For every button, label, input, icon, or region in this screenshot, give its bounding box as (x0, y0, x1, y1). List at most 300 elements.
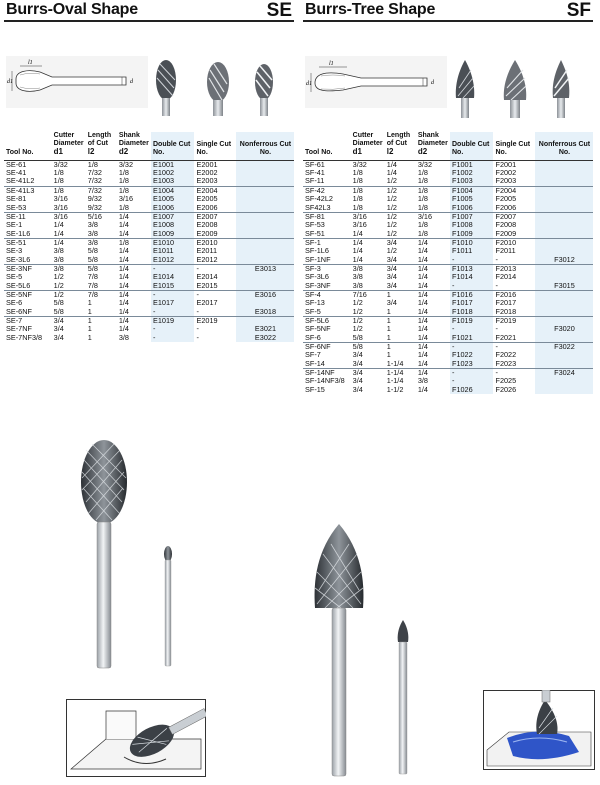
shank-diameter-cell: 1/4 (416, 238, 450, 247)
oval-burr-illustration (64, 440, 214, 670)
tool-no-cell: SE-51 (4, 238, 52, 247)
tool-no-cell: SF-4 (303, 290, 351, 299)
tool-no-cell: SF-7 (305, 350, 321, 360)
tree-shape-section (303, 0, 593, 785)
single-cut-cell: F2009 (495, 228, 517, 238)
double-cut-cell: F1021 (450, 334, 494, 343)
cutter-diameter-cell: 3/16 (52, 212, 86, 221)
nonferrous-cut-cell (535, 204, 593, 213)
cutter-diameter-cell: 3/4 (53, 324, 64, 334)
shank-diameter-cell: 1/4 (417, 358, 428, 368)
cutter-diameter-cell: 1/8 (352, 168, 363, 178)
tool-no-cell: SE-81 (6, 194, 27, 204)
cutter-diameter-cell: 1/4 (352, 246, 363, 256)
table-row (4, 290, 294, 299)
tool-no-cell: SE-3NF (4, 264, 52, 273)
table-row (303, 273, 593, 282)
shank-diameter-cell: 1/4 (118, 324, 129, 334)
table-row (4, 334, 294, 343)
table-row (4, 256, 294, 265)
single-cut-cell: - (196, 332, 199, 342)
shank-diameter-cell: 1/4 (118, 272, 129, 282)
table-row (303, 377, 593, 386)
nonferrous-cut-cell (236, 247, 294, 256)
double-cut-cell: - (151, 264, 195, 273)
shank-diameter-cell: 1/4 (417, 385, 428, 395)
length-of-cut-cell: 9/32 (87, 194, 102, 204)
col-label: Length of Cut (87, 132, 112, 148)
tool-no-cell: SF-53 (305, 220, 325, 230)
length-of-cut-cell: 3/4 (386, 272, 397, 282)
double-cut-cell: F1014 (450, 273, 494, 282)
length-of-cut-cell: 1-1/4 (385, 368, 416, 377)
table-row (4, 308, 294, 317)
double-cut-cell: E1012 (151, 256, 195, 265)
table-row (303, 247, 593, 256)
length-of-cut-cell: 3/8 (87, 220, 98, 230)
double-cut-cell: F1004 (450, 186, 494, 195)
table-row (303, 368, 593, 377)
double-cut-cell: F1003 (450, 177, 494, 186)
double-cut-cell: F1006 (450, 204, 494, 213)
cutter-diameter-cell: 3/4 (352, 350, 363, 360)
length-of-cut-cell: 3/4 (385, 238, 416, 247)
table-row (303, 360, 593, 369)
single-cut-cell: - (495, 254, 498, 264)
col-shank-diameter (416, 132, 450, 160)
tool-no-cell: SE-41L3 (4, 186, 52, 195)
dim-d1: d1 (306, 81, 312, 87)
single-cut-cell: E2015 (196, 280, 218, 290)
length-of-cut-cell: 1/4 (386, 159, 397, 169)
shank-diameter-cell: 1/8 (118, 176, 129, 186)
table-row (303, 342, 593, 351)
length-of-cut-cell: 1 (386, 350, 391, 360)
table-row (4, 186, 294, 195)
table-row (4, 238, 294, 247)
double-cut-cell: E1005 (151, 195, 195, 204)
single-cut-cell: E2008 (196, 220, 218, 230)
table-row (303, 264, 593, 273)
length-of-cut-cell: 7/8 (86, 290, 117, 299)
double-cut-cell: F1001 (450, 160, 494, 169)
length-of-cut-cell: 1 (385, 290, 416, 299)
double-cut-cell: - (151, 325, 195, 334)
dim-l1: l1 (329, 61, 334, 67)
oval-usage-inset (66, 699, 206, 777)
length-of-cut-cell: 3/4 (385, 264, 416, 273)
single-cut-cell: F2004 (493, 186, 534, 195)
shank-diameter-cell: 1/8 (417, 168, 428, 178)
small-tree-burr-illustration (391, 618, 415, 778)
cutter-diameter-cell: 3/32 (53, 159, 68, 169)
single-cut-cell: - (196, 306, 199, 316)
single-cut-cell: F2017 (495, 298, 517, 308)
single-cut-cell: E2019 (194, 316, 235, 325)
double-cut-cell: E1006 (151, 204, 195, 213)
cutter-diameter-cell: 3/16 (351, 212, 385, 221)
single-cut-cell: F2019 (493, 316, 534, 325)
tool-no-cell: SF-6 (305, 332, 321, 342)
table-row (4, 221, 294, 230)
tool-no-cell: SF-5L6 (303, 316, 351, 325)
table-row (303, 386, 593, 395)
double-cut-cell: F1008 (450, 221, 494, 230)
tool-no-cell: SF-3L6 (305, 272, 329, 282)
shank-diameter-cell: 1/8 (417, 202, 428, 212)
cutter-diameter-cell: 1/2 (53, 272, 64, 282)
cutter-diameter-cell: 3/8 (352, 280, 363, 290)
tool-no-cell: SF-5 (305, 306, 321, 316)
table-header (303, 132, 593, 160)
tool-no-cell: SE-5 (6, 272, 23, 282)
tool-no-cell: SF-6NF (303, 342, 351, 351)
tool-no-cell: SE-6 (6, 298, 23, 308)
tool-no-cell: SE-5L6 (6, 280, 31, 290)
single-cut-cell: F2007 (493, 212, 534, 221)
shank-diameter-cell: 1/8 (118, 168, 129, 178)
double-cut-cell: E1008 (151, 221, 195, 230)
shank-diameter-cell: 1/8 (118, 202, 129, 212)
nonferrous-cut-cell (236, 195, 294, 204)
cutter-diameter-cell: 3/8 (53, 254, 64, 264)
nonferrous-cut-cell (236, 238, 294, 247)
nonferrous-cut-cell (535, 160, 593, 169)
col-shank-diameter (117, 132, 151, 160)
nonferrous-cut-cell (535, 299, 593, 308)
length-of-cut-cell: 1/8 (87, 159, 98, 169)
single-cut-cell: - (196, 324, 199, 334)
col-label: Shank Diameter (417, 132, 448, 148)
section-header (4, 0, 294, 22)
length-of-cut-cell: 3/4 (386, 280, 397, 290)
cutter-diameter-cell: 3/32 (352, 159, 367, 169)
tool-no-cell: SF-14NF (303, 368, 351, 377)
double-cut-cell: F1022 (450, 351, 494, 360)
double-cut-cell: - (151, 308, 195, 317)
single-cut-cell: - (493, 368, 534, 377)
single-cut-cell: F2011 (495, 246, 516, 256)
dim-d: d (130, 79, 133, 85)
table-row (4, 325, 294, 334)
single-cut-cell: F2013 (493, 264, 534, 273)
col-label: Length of Cut (386, 132, 411, 148)
cutter-diameter-cell: 3/8 (52, 264, 86, 273)
cutter-diameter-cell: 1/2 (352, 324, 363, 334)
table-row (303, 238, 593, 247)
tool-no-cell: SF-51 (305, 228, 325, 238)
double-cut-cell: - (450, 342, 494, 351)
single-cut-cell: F2021 (495, 332, 517, 342)
cutter-diameter-cell: 1/8 (52, 186, 86, 195)
shank-diameter-cell: 1/4 (417, 298, 428, 308)
single-cut-cell: - (495, 324, 498, 334)
tree-burr-photos (453, 58, 593, 120)
length-of-cut-cell: 1/2 (386, 202, 397, 212)
cutter-diameter-cell: 1/4 (352, 228, 363, 238)
tool-no-cell: SF-42L2 (305, 194, 333, 204)
shank-diameter-cell: 1/8 (117, 186, 151, 195)
section-title: Burrs-Oval Shape (6, 1, 138, 18)
shank-diameter-cell: 3/32 (417, 159, 433, 169)
nonferrous-cut-cell (535, 177, 593, 186)
single-cut-cell: E2001 (196, 159, 218, 169)
double-cut-cell: E1004 (151, 186, 195, 195)
table-row (4, 195, 294, 204)
col-label: Cutter Diameter (352, 132, 383, 148)
nonferrous-cut-cell (236, 177, 294, 186)
oval-spec-table (4, 132, 294, 342)
single-cut-cell: F2002 (495, 168, 517, 178)
double-cut-cell: F1007 (450, 212, 494, 221)
double-cut-cell: - (151, 334, 195, 343)
double-cut-cell: - (450, 377, 494, 386)
single-cut-cell: - (194, 264, 235, 273)
length-of-cut-cell: 1/2 (386, 220, 397, 230)
shank-diameter-cell: 1/4 (118, 280, 129, 290)
cutter-diameter-cell: 3/16 (352, 220, 367, 230)
shank-diameter-cell: 1/4 (416, 290, 450, 299)
double-cut-cell: F1026 (450, 386, 494, 395)
nonferrous-cut-cell (535, 264, 593, 273)
oval-burr-photos (154, 58, 294, 118)
length-of-cut-cell: 1/2 (386, 176, 397, 186)
single-cut-cell: F2023 (495, 358, 517, 368)
cutter-diameter-cell: 3/4 (352, 385, 363, 395)
single-cut-cell: F2014 (495, 272, 517, 282)
table-row (303, 186, 593, 195)
length-of-cut-cell: 1 (386, 332, 391, 342)
nonferrous-cut-cell (236, 273, 294, 282)
tool-no-cell: SE-61 (6, 159, 27, 169)
shank-diameter-cell: 1/8 (417, 228, 428, 238)
tool-no-cell: SF-3 (303, 264, 351, 273)
cutter-diameter-cell: 1/8 (352, 176, 363, 186)
length-of-cut-cell: 3/4 (386, 298, 397, 308)
length-of-cut-cell: 1/2 (385, 186, 416, 195)
nonferrous-cut-cell: E3022 (236, 334, 294, 343)
nonferrous-cut-cell (236, 204, 294, 213)
cutter-diameter-cell: 3/4 (351, 368, 385, 377)
tool-no-cell: SE-7NF (6, 324, 32, 334)
table-row (303, 204, 593, 213)
nonferrous-cut-cell (535, 351, 593, 360)
cutter-diameter-cell: 5/8 (351, 342, 385, 351)
double-cut-cell: F1018 (450, 308, 494, 317)
shank-diameter-cell: 1/4 (417, 324, 428, 334)
col-length-of-cut (385, 132, 416, 160)
length-of-cut-cell: 5/8 (86, 264, 117, 273)
nonferrous-cut-cell (535, 377, 593, 386)
cutter-diameter-cell: 1/8 (352, 194, 363, 204)
table-row (4, 299, 294, 308)
tree-dimension-diagram (305, 56, 447, 108)
col-sub: l2 (87, 147, 95, 157)
nonferrous-cut-cell (236, 221, 294, 230)
tool-no-cell: SE-1L6 (6, 228, 31, 238)
nonferrous-cut-cell (535, 186, 593, 195)
single-cut-cell: F2010 (493, 238, 534, 247)
length-of-cut-cell: 7/32 (86, 186, 117, 195)
single-cut-cell: E2003 (196, 176, 218, 186)
length-of-cut-cell: 7/8 (87, 272, 98, 282)
cutter-diameter-cell: 1/2 (53, 280, 64, 290)
cutter-diameter-cell: 3/4 (352, 358, 363, 368)
table-row (303, 221, 593, 230)
cutter-diameter-cell: 3/4 (52, 316, 86, 325)
section-title: Burrs-Tree Shape (305, 1, 436, 18)
oval-shape-section (4, 0, 294, 785)
nonferrous-cut-cell: F3024 (535, 368, 593, 377)
double-cut-cell: E1011 (151, 247, 195, 256)
single-cut-cell: E2009 (196, 228, 218, 238)
length-of-cut-cell: 3/8 (87, 228, 98, 238)
tool-no-cell: SF-13 (305, 298, 325, 308)
length-of-cut-cell: 1-1/4 (386, 376, 404, 386)
double-cut-cell: E1015 (151, 282, 195, 291)
section-code: SE (266, 0, 292, 21)
single-cut-cell: - (194, 290, 235, 299)
cutter-diameter-cell: 3/4 (352, 376, 363, 386)
table-row (4, 230, 294, 239)
shank-diameter-cell: 1/4 (417, 306, 428, 316)
table-row (4, 204, 294, 213)
table-row (4, 273, 294, 282)
double-cut-cell: E1003 (151, 177, 195, 186)
table-row (4, 212, 294, 221)
shank-diameter-cell: 1/4 (117, 316, 151, 325)
dim-l1: l1 (28, 60, 33, 66)
cutter-diameter-cell: 7/16 (351, 290, 385, 299)
shank-diameter-cell: 1/4 (117, 212, 151, 221)
section-header (303, 0, 593, 22)
double-cut-cell: E1007 (151, 212, 195, 221)
tool-no-cell: SF-1 (303, 238, 351, 247)
length-of-cut-cell: 5/16 (86, 212, 117, 221)
length-of-cut-cell: 1/2 (386, 228, 397, 238)
tool-no-cell: SF-11 (305, 176, 325, 186)
shank-diameter-cell: 1/4 (118, 220, 129, 230)
length-of-cut-cell: 1 (386, 306, 391, 316)
col-sub: d2 (118, 147, 129, 157)
shank-diameter-cell: 1/4 (417, 254, 428, 264)
double-cut-cell: - (450, 256, 494, 265)
cutter-diameter-cell: 3/16 (53, 202, 68, 212)
col-sub: d1 (53, 147, 63, 157)
double-cut-cell: E1010 (151, 238, 195, 247)
length-of-cut-cell: 5/8 (87, 246, 98, 256)
single-cut-cell: F2001 (495, 159, 517, 169)
tool-no-cell: SE-7NF3/8 (6, 332, 43, 342)
single-cut-cell: E2010 (194, 238, 235, 247)
table-row (303, 316, 593, 325)
cutter-diameter-cell: 5/8 (53, 298, 64, 308)
nonferrous-cut-cell: E3021 (236, 325, 294, 334)
col-double-cut: Double Cut No. (450, 132, 494, 160)
single-cut-cell: E2011 (196, 246, 218, 256)
shank-diameter-cell: 1/4 (416, 316, 450, 325)
length-of-cut-cell: 1 (385, 316, 416, 325)
double-cut-cell: - (151, 290, 195, 299)
shank-diameter-cell: 1/8 (117, 238, 151, 247)
table-row (303, 351, 593, 360)
col-single-cut: Single Cut No. (196, 141, 232, 157)
double-cut-cell: F1023 (450, 360, 494, 369)
double-cut-cell: E1017 (151, 299, 195, 308)
tool-no-cell: SE-3 (6, 246, 23, 256)
single-cut-cell: E2017 (196, 298, 218, 308)
table-row (4, 160, 294, 169)
length-of-cut-cell: 3/8 (86, 238, 117, 247)
double-cut-cell: F1009 (450, 230, 494, 239)
shank-diameter-cell: 1/4 (417, 350, 428, 360)
table-row (303, 230, 593, 239)
tool-no-cell: SE-6NF (6, 306, 32, 316)
shank-diameter-cell: 1/4 (118, 306, 129, 316)
single-cut-cell: F2006 (495, 202, 517, 212)
length-of-cut-cell: 1-1/4 (386, 358, 404, 368)
shank-diameter-cell: 3/8 (417, 376, 428, 386)
nonferrous-cut-cell (535, 195, 593, 204)
table-row (4, 264, 294, 273)
tool-no-cell: SF-81 (303, 212, 351, 221)
shank-diameter-cell: 1/4 (416, 264, 450, 273)
table-header (4, 132, 294, 160)
tool-no-cell: SF42L3 (305, 202, 331, 212)
shank-diameter-cell: 1/4 (417, 272, 428, 282)
cutter-diameter-cell: 1/2 (52, 290, 86, 299)
shank-diameter-cell: 1/8 (417, 194, 428, 204)
length-of-cut-cell: 1 (86, 316, 117, 325)
nonferrous-cut-cell (535, 290, 593, 299)
table-row (303, 308, 593, 317)
table-row (303, 212, 593, 221)
nonferrous-cut-cell (236, 160, 294, 169)
shank-diameter-cell: 1/4 (118, 298, 129, 308)
nonferrous-cut-cell (236, 256, 294, 265)
length-of-cut-cell: 1 (87, 298, 92, 308)
table-row (303, 195, 593, 204)
double-cut-cell: - (450, 325, 494, 334)
tree-usage-inset (483, 690, 595, 770)
double-cut-cell: - (450, 282, 494, 291)
cutter-diameter-cell: 1/2 (352, 306, 363, 316)
shank-diameter-cell: 3/8 (118, 332, 129, 342)
nonferrous-cut-cell (535, 230, 593, 239)
col-sub: l2 (386, 147, 394, 157)
shank-diameter-cell: 1/4 (417, 332, 428, 342)
nonferrous-cut-cell (236, 169, 294, 178)
single-cut-cell: E2012 (196, 254, 218, 264)
table-row (303, 290, 593, 299)
shank-diameter-cell: 1/4 (417, 246, 428, 256)
shank-diameter-cell: 3/16 (416, 212, 450, 221)
col-double-cut: Double Cut No. (151, 132, 195, 160)
single-cut-cell: E2005 (196, 194, 218, 204)
shank-diameter-cell: 1/8 (416, 186, 450, 195)
length-of-cut-cell: 1 (87, 306, 92, 316)
cutter-diameter-cell: 1/4 (52, 238, 86, 247)
table-row (4, 169, 294, 178)
col-label: Shank Diameter (118, 132, 149, 148)
nonferrous-cut-cell (535, 169, 593, 178)
cutter-diameter-cell: 1/8 (351, 186, 385, 195)
table-row (4, 177, 294, 186)
col-tool-no: Tool No. (305, 149, 333, 157)
single-cut-cell: E2002 (196, 168, 218, 178)
col-label: Cutter Diameter (53, 132, 84, 148)
cutter-diameter-cell: 1/2 (352, 298, 363, 308)
